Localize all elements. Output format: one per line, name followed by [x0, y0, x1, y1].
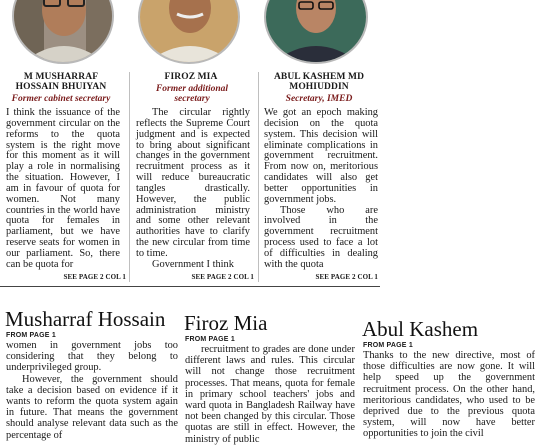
column-divider: [258, 72, 259, 282]
name-line-1: M MUSHARRAF: [23, 72, 99, 82]
paragraph: Thanks to the new directive, most of those difficulties are now gone. It will help speed up the government recruitment process. On the other hand, meritorious candidates, who used to be deprived due to the previous quota system, will now have better opportunities to join the civil: [363, 350, 535, 440]
paragraph: recruitment to grades are done under different laws and rules. This circular will not change those recruitment processes. That means, quota for female in primary school teachers' jobs and ward quota in Bangladesh Railway have not been changed by this circular. Those quotas are still in effect. However, the ministry of public: [185, 344, 355, 445]
continuation-heading-musharraf: Musharraf Hossain: [5, 307, 166, 331]
profile-name-musharraf: [4, 72, 118, 92]
paragraph: The circular rightly reflects the Supreme Court judgment and is expected to bring about significant changes in the government recruitment process as it will reduce bureaucratic tangles drastically. However, the public administration ministry and some other relevant authorities have to clarify the new circular from time to time.: [136, 107, 250, 259]
paragraph: We got an epoch making decision on the quota system. This decision will eliminate complications in government recruitment. From now on, meritorious candidates will also get better opportunities in government jobs.: [264, 107, 378, 205]
see-page-link-firoz[interactable]: SEE PAGE 2 COL 1: [191, 273, 254, 281]
see-page-link-musharraf[interactable]: SEE PAGE 2 COL 1: [63, 273, 126, 281]
profile-body-abul-kashem: [264, 108, 378, 271]
continuation-body-firoz: [185, 344, 355, 445]
name-line-2: MOHIUDDIN: [289, 82, 349, 92]
profile-body-firoz: [136, 108, 250, 271]
profile-role-firoz: Former additional secretary: [155, 84, 229, 104]
continuation-body-abul-kashem: [363, 350, 535, 440]
continuation-heading-firoz: Firoz Mia: [184, 311, 268, 335]
from-page-label: FROM PAGE 1: [6, 332, 56, 339]
profile-name-firoz: [134, 72, 248, 82]
see-page-link-abul-kashem[interactable]: SEE PAGE 2 COL 1: [315, 273, 378, 281]
profile-role-musharraf: Former cabinet secretary: [11, 94, 111, 104]
portrait-abul-kashem-md-mohiuddin: [264, 0, 368, 64]
paragraph: Government I think: [152, 258, 234, 270]
name-line-2: HOSSAIN BHUIYAN: [15, 82, 107, 92]
section-divider: [0, 286, 380, 287]
from-page-label: FROM PAGE 1: [185, 336, 235, 343]
name-line-1: ABUL KASHEM MD: [273, 72, 365, 82]
from-page-label: FROM PAGE 1: [363, 342, 413, 349]
portrait-firoz-mia: [138, 0, 240, 64]
paragraph: However, the government should take a decision based on evidence if it wants to reform the quota system again in future. That means the government should analyse relevant data such as the percentage of: [6, 373, 178, 441]
profile-name-abul-kashem: [262, 72, 376, 92]
continuation-body-musharraf: [6, 340, 178, 441]
column-divider: [129, 72, 130, 282]
profile-body-musharraf: [6, 108, 120, 271]
paragraph: Those who are involved in the government recruitment process used to face a lot of difficulties in dealing with the quota: [264, 204, 378, 270]
name-line-1: FIROZ MIA: [164, 72, 218, 82]
profile-role-abul-kashem: Secretary, IMED: [285, 94, 353, 104]
paragraph: women in government jobs too considering that they belong to underprivileged group.: [6, 340, 178, 374]
portrait-musharraf-hossain-bhuiyan: [12, 0, 114, 64]
paragraph: I think the issuance of the government circular on the reforms to the quota system is the right move for this moment as it will play a role in normalising the situation. However, I am in favour of quota for women. Not many countries in the world have quota for females in parliament, but we have reserve seats for women in our parliament. So, there can be quota for: [6, 107, 120, 270]
continuation-heading-abul-kashem: Abul Kashem: [362, 317, 479, 341]
